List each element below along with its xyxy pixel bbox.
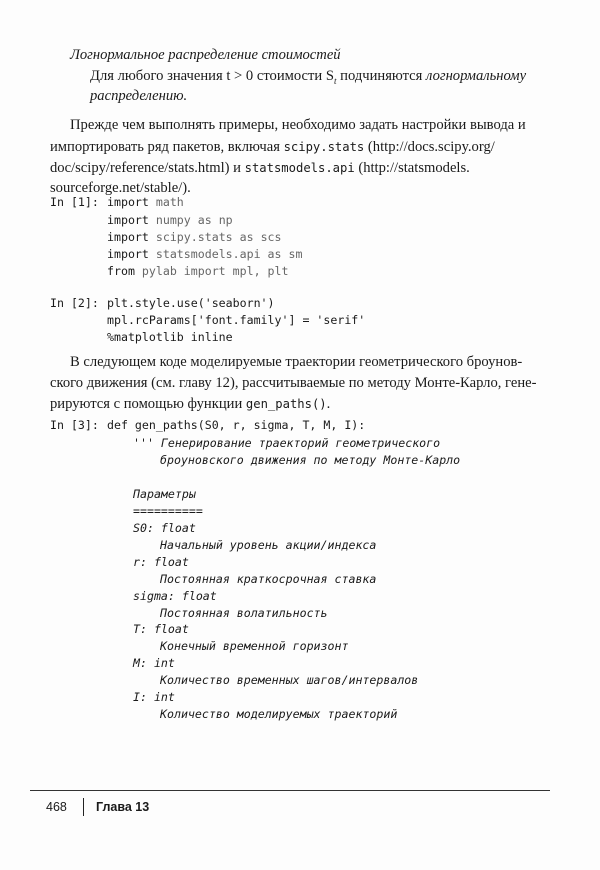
docstring-param: M: int — [133, 656, 175, 670]
intro-line3-a: doc/scipy/reference/stats.html) и — [50, 160, 245, 176]
cell2-line: %matplotlib inline — [107, 330, 233, 344]
intro-code-scipy: scipy.stats — [283, 140, 365, 154]
docstring-param-desc: Количество временных шагов/интервалов — [160, 673, 419, 687]
docstring-param-desc: Постоянная краткосрочная ставка — [160, 572, 377, 586]
chapter-label: Глава 13 — [96, 800, 150, 814]
docstring-param: I: int — [133, 690, 175, 704]
definition-term: Логнормальное распределение стоимостей — [70, 47, 341, 63]
docstring-param-desc: Количество моделируемых траекторий — [160, 707, 398, 721]
definition-body — [90, 68, 526, 86]
cell3-prompt: In [3]: — [50, 418, 99, 432]
docstring-line: броуновского движения по методу Монте-Карло — [160, 453, 461, 467]
cell1-rest: statsmodels.api as sm — [148, 247, 303, 261]
para2-code-gen-paths: gen_paths() — [245, 397, 327, 411]
cell1-keyword: import — [107, 230, 149, 244]
cell2-line: plt.style.use('seaborn') — [107, 296, 275, 310]
intro-link-scipy: (http://docs.scipy.org/ — [364, 139, 495, 155]
docstring-param: r: float — [133, 555, 189, 569]
footer-divider — [83, 798, 84, 816]
docstring-heading: Параметры — [133, 487, 196, 501]
intro-code-statsmodels: statsmodels.api — [244, 161, 355, 175]
definition-line2: распределению. — [90, 88, 188, 104]
para2-line1: В следующем коде моделируемые траектории геометрического броунов- — [70, 354, 523, 370]
definition-body-rest: подчиняются — [336, 68, 427, 84]
docstring-line: ''' Генерирование траекторий геометрического — [133, 436, 441, 450]
intro-line2-a: импортировать ряд пакетов, включая — [50, 139, 284, 155]
cell1-line — [107, 264, 288, 278]
cell1-keyword: import — [107, 213, 149, 227]
docstring-underline: ========== — [133, 504, 203, 518]
cell2-line: mpl.rcParams['font.family'] = 'serif' — [107, 313, 366, 327]
definition-body-italic: логнормальному — [426, 68, 527, 84]
cell1-rest: scipy.stats as scs — [148, 230, 282, 244]
intro-link-statsmodels: (http://statsmodels. — [354, 160, 470, 176]
cell1-prompt: In [1]: — [50, 195, 99, 209]
para2-line3 — [50, 396, 330, 413]
intro-line1: Прежде чем выполнять примеры, необходимо задать настройки вывода и — [70, 117, 526, 133]
docstring-param-desc: Начальный уровень акции/индекса — [160, 538, 377, 552]
docstring-param: sigma: float — [133, 589, 217, 603]
cell1-line — [107, 195, 184, 209]
para2-line2: ского движения (см. главу 12), рассчитываемые по методу Монте-Карло, гене- — [50, 375, 537, 391]
cell3-def-line: def gen_paths(S0, r, sigma, T, M, I): — [107, 418, 366, 432]
definition-subscript: t — [333, 75, 337, 86]
cell1-keyword: import — [107, 247, 149, 261]
cell1-line — [107, 247, 302, 261]
intro-line3 — [50, 160, 470, 177]
cell1-keyword: from — [107, 264, 135, 278]
docstring-param-desc: Постоянная волатильность — [160, 606, 328, 620]
docstring-param: T: float — [133, 622, 189, 636]
docstring-param: S0: float — [133, 521, 196, 535]
definition-body-plain: Для любого значения t > 0 стоимости S — [90, 68, 334, 84]
cell1-rest: math — [148, 195, 184, 209]
docstring-param-desc: Конечный временной горизонт — [160, 639, 349, 653]
cell1-rest: pylab import mpl, plt — [134, 264, 289, 278]
intro-line4: sourceforge.net/stable/). — [50, 180, 191, 196]
intro-line2 — [50, 139, 495, 156]
cell1-line — [107, 213, 233, 227]
cell1-line — [107, 230, 282, 244]
page-number: 468 — [46, 800, 67, 814]
cell2-prompt: In [2]: — [50, 296, 99, 310]
footer-rule — [30, 790, 550, 791]
cell1-keyword: import — [107, 195, 149, 209]
para2-line3-a: рируются с помощью функции — [50, 396, 246, 412]
para2-line3-b: . — [326, 396, 331, 412]
cell1-rest: numpy as np — [148, 213, 233, 227]
